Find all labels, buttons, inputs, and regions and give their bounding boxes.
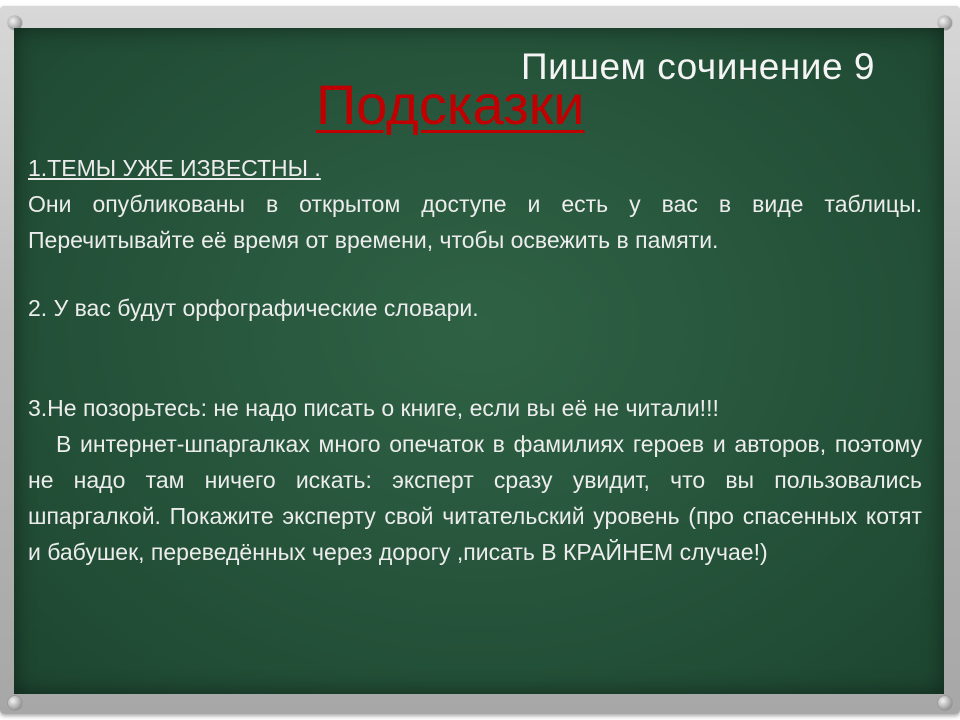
hint-3-title: 3.Не позорьтесь: не надо писать о книге, если вы её не читали!!! (28, 395, 719, 421)
chalkboard (14, 28, 944, 694)
hints-body (28, 150, 922, 570)
frame-screw-icon (938, 696, 952, 710)
frame-screw-icon (8, 696, 22, 710)
slide-title: Пишем сочинение 9 (521, 46, 875, 87)
chalkboard-frame (0, 6, 960, 714)
hint-3-text: В интернет-шпаргалках много опечаток в фамилиях героев и авторов, поэтому не надо там ничего искать: эксперт сразу увидит, что вы пользовались шпаргалкой. Покажите эксперту свой читательский уровень (про спасенных котят и бабушек, переведённых через дорогу ,писать В КРАЙНЕМ случае!) (28, 431, 922, 565)
hint-1-text: Они опубликованы в открытом доступе и есть у вас в виде таблицы. Перечитывайте её время от времени, чтобы освежить в памяти. (28, 191, 922, 253)
hint-1-title: 1.ТЕМЫ УЖЕ ИЗВЕСТНЫ . (28, 155, 321, 181)
hint-2-text: 2. У вас будут орфографические словари. (28, 295, 479, 321)
hints-heading: Подсказки (316, 73, 585, 136)
